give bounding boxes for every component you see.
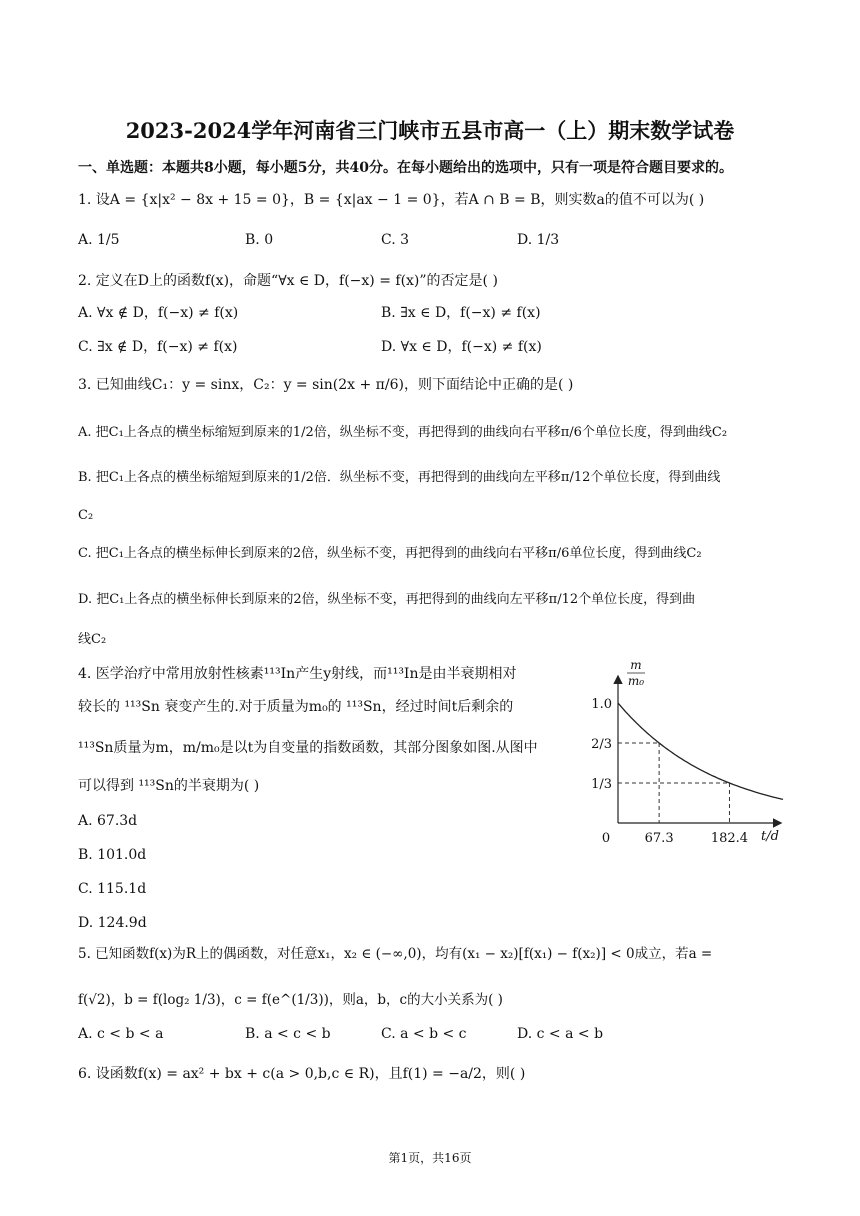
x-axis-label: t/d — [761, 829, 779, 844]
q4-line-3: ¹¹³Sn质量为m，m/m₀是以t为自变量的指数函数，其部分图象如图.从图中 — [78, 740, 538, 756]
q4-option-c: C. 115.1d — [78, 881, 147, 897]
q3-option-b-cont: C₂ — [78, 508, 94, 523]
section-heading: 一、单选题：本题共8小题，每小题5分，共40分。在每小题给出的选项中，只有一项是符合题目要求的。 — [78, 160, 733, 176]
q2-option-b: B. ∃x ∈ D，f(−x) ≠ f(x) — [381, 305, 541, 321]
q1-option-d: D. 1/3 — [517, 232, 560, 248]
y-axis-label-denominator: m₀ — [627, 674, 645, 688]
y-axis-label: m — [630, 658, 642, 672]
q4-line-2: 较长的 ¹¹³Sn 衰变产生的.对于质量为m₀的 ¹¹³Sn，经过时间t后剩余的 — [78, 699, 514, 715]
q3-option-c: C. 把C₁上各点的横坐标伸长到原来的2倍，纵坐标不变，再把得到的曲线向右平移π/6单位长度，得到曲线C₂ — [78, 546, 702, 561]
page-title: 2023-2024学年河南省三门峡市五县市高一（上）期末数学试卷 — [125, 118, 735, 143]
q1-stem: 1. 设A = {x|x² − 8x + 15 = 0}，B = {x|ax − 1 = 0}，若A ∩ B = B，则实数a的值不可以为( ) — [78, 192, 705, 208]
decay-chart — [580, 655, 790, 845]
q3-option-d: D. 把C₁上各点的横坐标伸长到原来的2倍，纵坐标不变，再把得到的曲线向左平移π/12个单位长度，得到曲 — [78, 592, 696, 607]
q2-option-a: A. ∀x ∉ D，f(−x) ≠ f(x) — [78, 305, 239, 321]
q4-option-a: A. 67.3d — [78, 813, 138, 829]
q5-option-b: B. a < c < b — [245, 1026, 331, 1042]
q1-option-b: B. 0 — [245, 232, 274, 248]
q3-stem: 3. 已知曲线C₁：y = sinx，C₂：y = sin(2x + π/6)，则下面结论中正确的是( ) — [78, 377, 574, 393]
origin-label: 0 — [601, 831, 611, 845]
q4-option-b: B. 101.0d — [78, 847, 147, 863]
q3-option-b: B. 把C₁上各点的横坐标缩短到原来的1/2倍．纵坐标不变，再把得到的曲线向左平移π/12个单位长度，得到曲线 — [78, 470, 721, 485]
q2-stem: 2. 定义在D上的函数f(x)，命题“∀x ∈ D，f(−x) = f(x)”的否定是( ) — [78, 273, 498, 289]
q3-option-d-cont: 线C₂ — [78, 632, 107, 647]
page-footer: 第1页，共16页 — [388, 1151, 472, 1165]
q5-option-a: A. c < b < a — [78, 1026, 164, 1042]
q2-option-c: C. ∃x ∉ D，f(−x) ≠ f(x) — [78, 339, 238, 355]
x-tick-label: 67.3 — [644, 831, 674, 845]
y-tick-label: 1/3 — [591, 777, 612, 792]
q1-option-a: A. 1/5 — [78, 232, 120, 248]
q4-option-d: D. 124.9d — [78, 915, 147, 931]
y-tick-label: 2/3 — [591, 737, 612, 752]
q5-line-1: 5. 已知函数f(x)为R上的偶函数，对任意x₁，x₂ ∈ (−∞,0)，均有(x₁ − x₂)[f(x₁) − f(x₂)] < 0成立，若a = — [78, 946, 713, 962]
q4-line-4: 可以得到 ¹¹³Sn的半衰期为( ) — [78, 778, 260, 794]
y-tick-label: 1.0 — [591, 697, 612, 712]
q6-stem: 6. 设函数f(x) = ax² + bx + c(a > 0,b,c ∈ R)，且f(1) = −a/2，则( ) — [78, 1066, 526, 1082]
x-tick-label: 182.4 — [710, 831, 749, 845]
decay-curve — [618, 703, 783, 799]
q5-option-d: D. c < a < b — [517, 1026, 604, 1042]
q4-line-1: 4. 医学治疗中常用放射性核素¹¹³In产生y射线，而¹¹³In是由半衰期相对 — [78, 666, 517, 682]
q5-option-c: C. a < b < c — [381, 1026, 467, 1042]
q1-option-c: C. 3 — [381, 232, 410, 248]
q3-option-a: A. 把C₁上各点的横坐标缩短到原来的1/2倍，纵坐标不变，再把得到的曲线向右平移π/6个单位长度，得到曲线C₂ — [78, 425, 728, 440]
q2-option-d: D. ∀x ∈ D，f(−x) ≠ f(x) — [381, 339, 542, 355]
q5-line-2: f(√2)，b = f(log₂ 1/3)，c = f(e^(1/3))，则a，b，c的大小关系为( ) — [78, 992, 503, 1008]
